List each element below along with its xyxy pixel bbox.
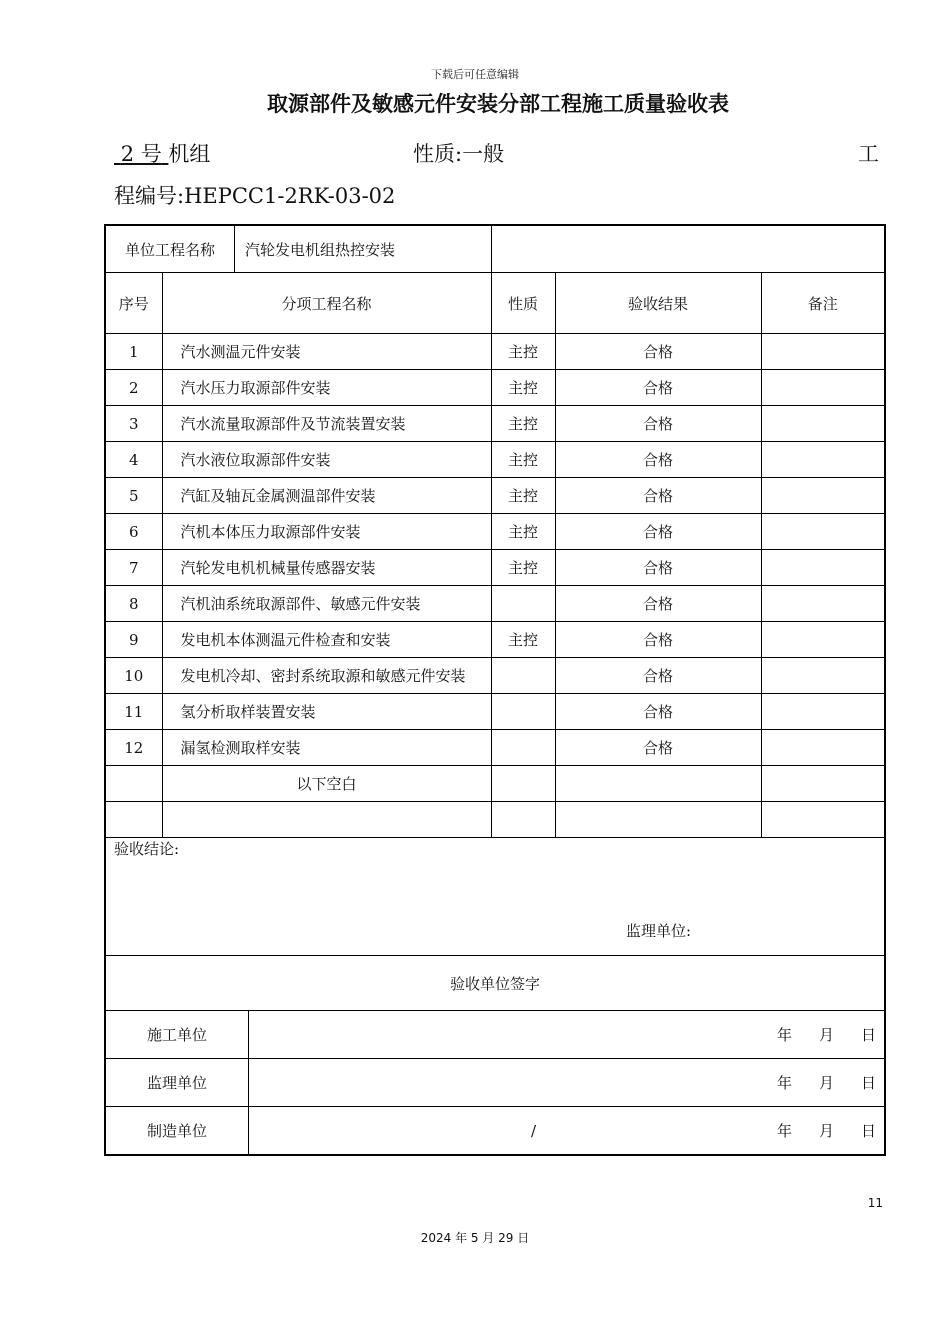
row-nature: 主控 xyxy=(491,514,555,550)
row-nature xyxy=(491,730,555,766)
row-remark xyxy=(761,694,885,730)
table-row xyxy=(105,658,885,694)
row-nature xyxy=(491,658,555,694)
row-name: 汽水压力取源部件安装 xyxy=(162,370,491,406)
row-result: 合格 xyxy=(555,730,761,766)
row-result: 合格 xyxy=(555,658,761,694)
table-row xyxy=(105,514,885,550)
row-nature: 主控 xyxy=(491,334,555,370)
row-result: 合格 xyxy=(555,406,761,442)
sign-year: 年 xyxy=(777,1026,793,1044)
row-remark xyxy=(761,334,885,370)
row-nature: 主控 xyxy=(491,370,555,406)
sign-year: 年 xyxy=(777,1074,793,1092)
table-row xyxy=(105,694,885,730)
acceptance-table xyxy=(104,224,886,1156)
row-no: 11 xyxy=(105,694,162,730)
row-nature xyxy=(491,694,555,730)
col-header-no: 序号 xyxy=(105,273,162,334)
row-remark xyxy=(761,514,885,550)
sign-month: 月 xyxy=(819,1026,835,1044)
row-remark xyxy=(761,370,885,406)
col-header-name: 分项工程名称 xyxy=(162,273,491,334)
column-header-row xyxy=(105,273,885,334)
row-nature xyxy=(491,586,555,622)
table-row xyxy=(105,622,885,658)
row-nature: 主控 xyxy=(491,478,555,514)
blank-note: 以下空白 xyxy=(162,766,491,802)
row-result: 合格 xyxy=(555,694,761,730)
row-name: 汽水测温元件安装 xyxy=(162,334,491,370)
row-result: 合格 xyxy=(555,442,761,478)
row-result: 合格 xyxy=(555,514,761,550)
sign-date xyxy=(750,1120,876,1141)
row-result: 合格 xyxy=(555,478,761,514)
sign-header: 验收单位签字 xyxy=(105,956,885,1011)
sign-row xyxy=(105,1107,885,1156)
row-nature: 主控 xyxy=(491,622,555,658)
project-code: 程编号:HEPCC1-2RK-03-02 xyxy=(114,184,396,208)
sign-row xyxy=(105,1011,885,1059)
nature-label: 性质:一般 xyxy=(413,142,505,166)
footer-date: 2024 年 5 月 29 日 xyxy=(420,1231,530,1245)
col-header-result: 验收结果 xyxy=(555,273,761,334)
row-no: 9 xyxy=(105,622,162,658)
row-no: 8 xyxy=(105,586,162,622)
supervisor-label: 监理单位: xyxy=(626,922,692,940)
row-remark xyxy=(761,586,885,622)
table-row xyxy=(105,478,885,514)
row-no: 7 xyxy=(105,550,162,586)
row-no: 12 xyxy=(105,730,162,766)
row-nature: 主控 xyxy=(491,550,555,586)
unit-project-label: 单位工程名称 xyxy=(106,226,235,272)
table-row xyxy=(105,334,885,370)
row-remark xyxy=(761,550,885,586)
table-row xyxy=(105,586,885,622)
row-no: 6 xyxy=(105,514,162,550)
row-name: 汽缸及轴瓦金属测温部件安装 xyxy=(162,478,491,514)
row-nature: 主控 xyxy=(491,406,555,442)
row-name: 发电机冷却、密封系统取源和敏感元件安装 xyxy=(162,658,491,694)
row-result: 合格 xyxy=(555,334,761,370)
row-name: 发电机本体测温元件检查和安装 xyxy=(162,622,491,658)
sign-year: 年 xyxy=(777,1122,793,1140)
sign-day: 日 xyxy=(861,1122,877,1140)
unit-project-row xyxy=(105,225,885,273)
row-name: 汽水液位取源部件安装 xyxy=(162,442,491,478)
conclusion-row xyxy=(105,838,885,956)
row-no: 5 xyxy=(105,478,162,514)
project-code-prefix: 工 xyxy=(858,142,879,166)
row-remark xyxy=(761,730,885,766)
row-result: 合格 xyxy=(555,622,761,658)
table-row xyxy=(105,406,885,442)
row-no: 10 xyxy=(105,658,162,694)
row-no: 3 xyxy=(105,406,162,442)
sign-date xyxy=(750,1072,876,1093)
col-header-remark: 备注 xyxy=(761,273,885,334)
blank-note-row xyxy=(105,766,885,802)
row-result: 合格 xyxy=(555,586,761,622)
conclusion-label: 验收结论: xyxy=(114,840,180,858)
unit-number-value: 2 号 xyxy=(120,142,162,166)
row-remark xyxy=(761,622,885,658)
sign-unit: 监理单位 xyxy=(106,1059,249,1106)
sign-middle: / xyxy=(531,1121,537,1140)
sign-header-row xyxy=(105,956,885,1011)
empty-row xyxy=(105,802,885,838)
row-remark xyxy=(761,442,885,478)
sign-row xyxy=(105,1059,885,1107)
page-number: 11 xyxy=(867,1196,883,1210)
row-remark xyxy=(761,406,885,442)
sign-month: 月 xyxy=(819,1122,835,1140)
page-title: 取源部件及敏感元件安装分部工程施工质量验收表 xyxy=(267,92,729,116)
row-name: 氢分析取样装置安装 xyxy=(162,694,491,730)
unit-label: 机组 xyxy=(168,142,211,166)
col-header-nature: 性质 xyxy=(491,273,555,334)
sign-date xyxy=(750,1024,876,1045)
row-remark xyxy=(761,478,885,514)
sign-day: 日 xyxy=(861,1026,877,1044)
table-row xyxy=(105,442,885,478)
row-name: 漏氢检测取样安装 xyxy=(162,730,491,766)
row-nature: 主控 xyxy=(491,442,555,478)
row-name: 汽机油系统取源部件、敏感元件安装 xyxy=(162,586,491,622)
row-result: 合格 xyxy=(555,370,761,406)
table-row xyxy=(105,550,885,586)
row-name: 汽机本体压力取源部件安装 xyxy=(162,514,491,550)
unit-number xyxy=(114,138,210,168)
row-name: 汽水流量取源部件及节流装置安装 xyxy=(162,406,491,442)
row-no: 4 xyxy=(105,442,162,478)
row-no: 2 xyxy=(105,370,162,406)
sign-day: 日 xyxy=(861,1074,877,1092)
row-no: 1 xyxy=(105,334,162,370)
row-name: 汽轮发电机机械量传感器安装 xyxy=(162,550,491,586)
sign-month: 月 xyxy=(819,1074,835,1092)
table-row xyxy=(105,730,885,766)
sign-unit: 制造单位 xyxy=(106,1107,249,1154)
row-result: 合格 xyxy=(555,550,761,586)
row-remark xyxy=(761,658,885,694)
unit-project-value: 汽轮发电机组热控安装 xyxy=(245,240,396,259)
table-row xyxy=(105,370,885,406)
sign-unit: 施工单位 xyxy=(106,1011,249,1058)
top-note: 下载后可任意编辑 xyxy=(431,68,519,81)
